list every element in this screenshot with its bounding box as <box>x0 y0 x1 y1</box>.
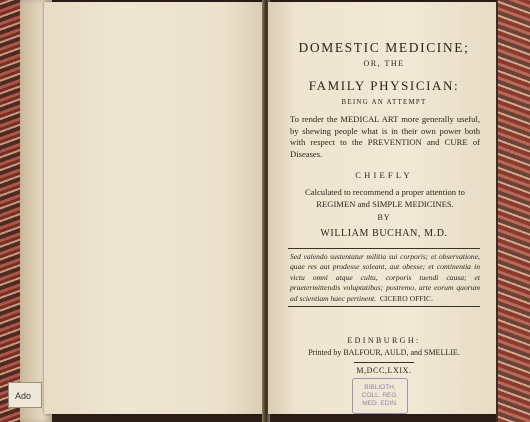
marbled-board-left <box>0 0 22 422</box>
author-name: WILLIAM BUCHAN, M.D. <box>320 228 448 239</box>
imprint-year: M,DCC,LXIX. <box>356 366 412 375</box>
quote-source: CICERO OFFIC. <box>379 293 434 303</box>
by-label: BY <box>377 213 391 222</box>
stamp-line-1: BIBLIOTH. <box>364 384 396 391</box>
latin-quote <box>290 252 480 304</box>
library-label: Ado <box>8 382 42 408</box>
marbled-board-right <box>498 0 530 422</box>
imprint-printer: Printed by BALFOUR, AULD, and SMELLIE. <box>308 348 460 357</box>
book-title: DOMESTIC MEDICINE; <box>298 40 470 55</box>
attempt-description: To render the MEDICAL ART more generally useful, by shewing people what is in their own power both with respect to the PREVENTION and CURE of Diseases. <box>290 114 480 159</box>
title-page <box>268 2 500 414</box>
blank-left-page <box>44 2 266 414</box>
or-the: OR, THE <box>363 59 405 68</box>
rule-bottom <box>288 306 480 307</box>
chiefly: CHIEFLY <box>355 170 413 180</box>
library-stamp <box>352 378 408 414</box>
imprint-city: EDINBURGH: <box>347 336 421 345</box>
imprint-rule <box>354 362 414 363</box>
being-an-attempt: BEING AN ATTEMPT <box>341 98 427 106</box>
stamp-line-2: COLL. REG. <box>361 392 399 399</box>
stamp-line-3: MED. EDIN. <box>362 400 398 407</box>
book-subtitle: FAMILY PHYSICIAN: <box>308 78 460 93</box>
rule-top <box>288 248 480 249</box>
latin-quote-text: Sed valendo sustentatur militia sui corporis; et observatione, quae res aut prodesse soleant, aut obesse; et continentia in victu omni atque cultu, corporis tuendi causa; et praetermittendis voluptatibus; postremo, arte eorum quorum ad scientiam haec pertinent. <box>290 252 480 303</box>
calculated-description: Calculated to recommend a proper attention to REGIMEN and SIMPLE MEDICINES. <box>305 187 465 209</box>
